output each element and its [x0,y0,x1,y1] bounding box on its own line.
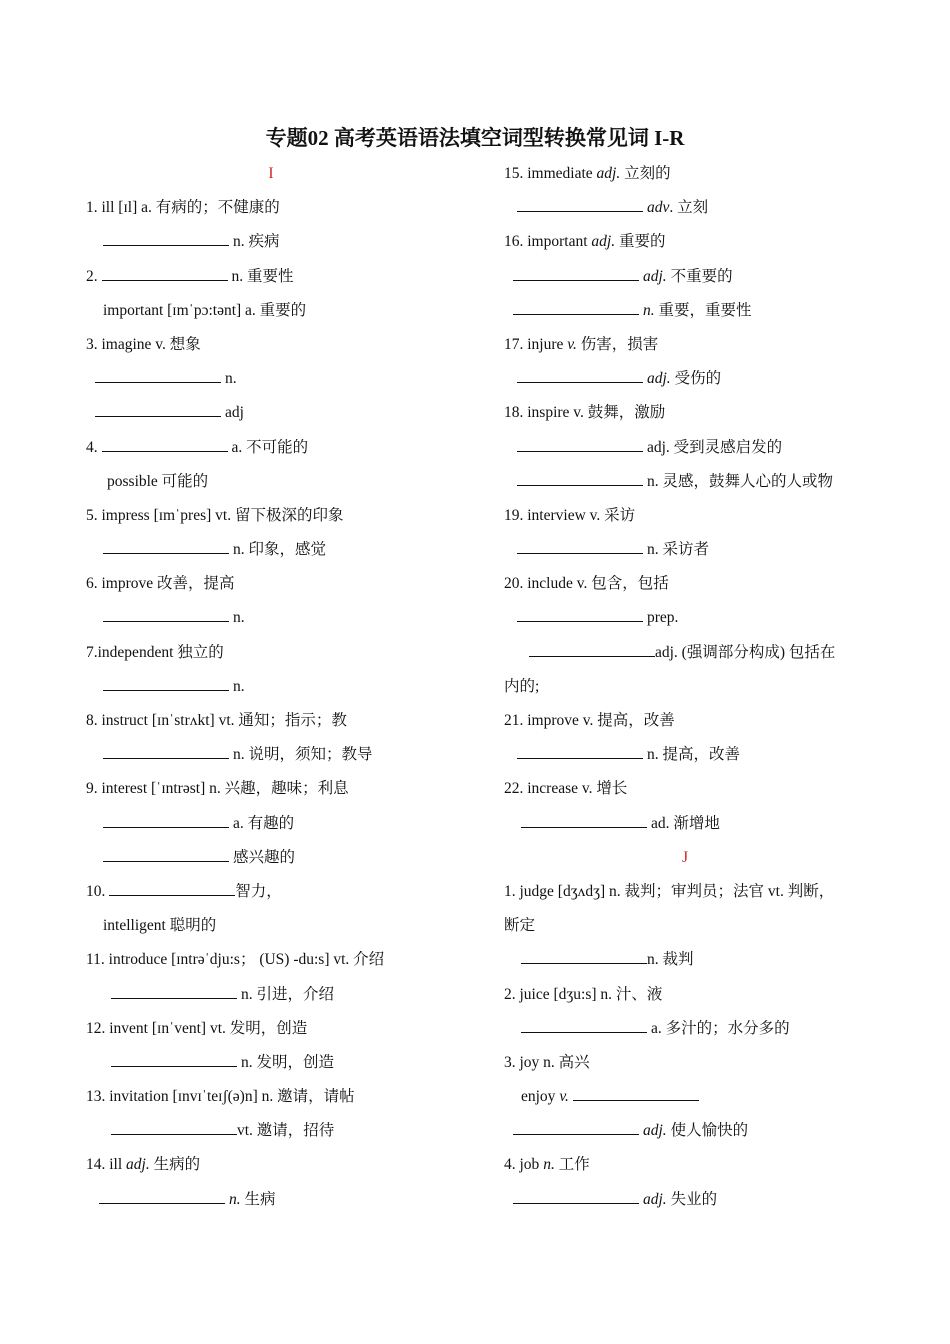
answer-blank[interactable] [102,437,228,452]
entry-12-blank: n. 发明，创造 [86,1049,456,1083]
answer-blank[interactable] [102,266,228,281]
entry-19-blank: n. 采访者 [504,536,866,570]
entry-18: 18. inspire v. 鼓舞，激励 [504,404,666,422]
entry-20-blank-a: prep. [504,604,866,638]
entry-18-blank-a: adj. 受到灵感启发的 [504,434,866,468]
j-entry-3-enjoy: enjoy v. [504,1083,866,1117]
entry-10: 10. 智力， [86,882,282,900]
entry-1: 1. ill [ɪl] a. 有病的；不健康的 [86,199,280,217]
answer-blank[interactable] [109,881,235,896]
answer-blank[interactable] [513,300,639,315]
entry-18-blank-b: n. 灵感，鼓舞人心的人或物 [504,468,866,502]
answer-blank[interactable] [95,368,221,383]
answer-blank[interactable] [95,402,221,417]
entry-9-blank-b: 感兴趣的 [86,844,456,878]
answer-blank[interactable] [521,813,647,828]
entry-9-blank-a: a. 有趣的 [86,810,456,844]
entry-4-hint: possible 可能的 [107,472,209,490]
answer-blank[interactable] [517,471,643,486]
entry-21-blank: n. 提高，改善 [504,741,866,775]
entry-3-blank-b: adj [86,399,456,433]
entry-7-blank: n. [86,673,456,707]
entry-15: 15. immediate adj. 立刻的 [504,165,671,182]
answer-blank[interactable] [573,1086,699,1101]
entry-5-blank: n. 印象，感觉 [86,536,456,570]
entry-6: 6. improve 改善，提高 [86,575,235,593]
right-column [504,160,866,1220]
left-column [86,160,456,1220]
entry-16-blank-a: adj. 不重要的 [504,263,866,297]
answer-blank[interactable] [513,1120,639,1135]
answer-blank[interactable] [111,1120,237,1135]
entry-17: 17. injure v. 伤害，损害 [504,335,659,353]
answer-blank[interactable] [103,231,229,246]
j-entry-1-blank: n. 裁判 [504,946,866,980]
answer-blank[interactable] [103,607,229,622]
entry-22-blank: ad. 渐增地 [504,810,866,844]
entry-2: 2. n. 重要性 [86,267,294,285]
answer-blank[interactable] [517,437,643,452]
entry-9: 9. interest [ˈɪntrəst] n. 兴趣，趣味；利息 [86,780,349,798]
answer-blank[interactable] [521,949,647,964]
entry-4: 4. a. 不可能的 [86,438,309,456]
entry-14-blank: n. 生病 [86,1186,456,1220]
entry-11: 11. introduce [ɪntrəˈdju:s； (US) -du:s] vt. 介绍 [86,951,385,969]
answer-blank[interactable] [99,1189,225,1204]
answer-blank[interactable] [517,539,643,554]
entry-14: 14. ill adj. 生病的 [86,1156,201,1174]
entry-20: 20. include v. 包含，包括 [504,575,669,593]
entry-2-hint: important [ɪmˈpɔ:tənt] a. 重要的 [103,301,307,319]
answer-blank[interactable] [529,642,655,657]
entry-10-hint: intelligent 聪明的 [103,917,217,935]
entry-17-blank: adj. 受伤的 [504,365,866,399]
answer-blank[interactable] [103,539,229,554]
page-title: 专题02 高考英语语法填空词型转换常见词 I-R [265,126,685,150]
entry-13: 13. invitation [ɪnvɪˈteɪʃ(ə)n] n. 邀请，请帖 [86,1088,355,1106]
entry-1-blank: n. 疾病 [86,228,456,262]
section-heading-j: J [681,848,689,866]
entry-6-blank: n. [86,604,456,638]
entry-20-cont: 内的; [504,677,540,695]
j-entry-2-blank: a. 多汁的；水分多的 [504,1015,866,1049]
answer-blank[interactable] [521,1018,647,1033]
j-entry-2: 2. juice [dʒu:s] n. 汁、液 [504,985,663,1003]
entry-20-blank-b: adj. (强调部分构成) 包括在 [504,639,866,673]
answer-blank[interactable] [517,744,643,759]
entry-3-blank-a: n. [86,365,456,399]
answer-blank[interactable] [517,368,643,383]
entry-16-blank-b: n. 重要，重要性 [504,297,866,331]
answer-blank[interactable] [111,984,237,999]
entry-21: 21. improve v. 提高，改善 [504,712,675,729]
entry-16: 16. important adj. 重要的 [504,233,666,251]
answer-blank[interactable] [103,813,229,828]
entry-5: 5. impress [ɪmˈpres] vt. 留下极深的印象 [86,506,344,524]
j-entry-1-cont: 断定 [504,917,536,935]
entry-7: 7.independent 独立的 [86,643,224,661]
j-entry-1: 1. judge [dʒʌdʒ] n. 裁判；审判员；法官 vt. 判断， [504,882,835,900]
entry-3: 3. imagine v. 想象 [86,335,201,353]
answer-blank[interactable] [517,607,643,622]
answer-blank[interactable] [103,676,229,691]
answer-blank[interactable] [103,847,229,862]
j-entry-3-blank: adj. 使人愉快的 [504,1117,866,1151]
section-heading-i: I [268,165,274,182]
entry-13-blank: vt. 邀请，招待 [86,1117,456,1151]
answer-blank[interactable] [513,1189,639,1204]
entry-15-blank: adv. 立刻 [504,194,866,228]
answer-blank[interactable] [513,266,639,281]
answer-blank[interactable] [103,744,229,759]
entry-19: 19. interview v. 采访 [504,506,636,524]
entry-11-blank: n. 引进，介绍 [86,981,456,1015]
j-entry-3: 3. joy n. 高兴 [504,1053,590,1071]
j-entry-4-blank: adj. 失业的 [504,1186,866,1220]
answer-blank[interactable] [111,1052,237,1067]
entry-8-blank: n. 说明，须知；教导 [86,741,456,775]
entry-12: 12. invent [ɪnˈvent] vt. 发明，创造 [86,1019,308,1037]
entry-8: 8. instruct [ɪnˈstrʌkt] vt. 通知；指示；教 [86,712,347,729]
j-entry-4: 4. job n. 工作 [504,1156,590,1174]
answer-blank[interactable] [517,197,643,212]
entry-22: 22. increase v. 增长 [504,780,628,798]
